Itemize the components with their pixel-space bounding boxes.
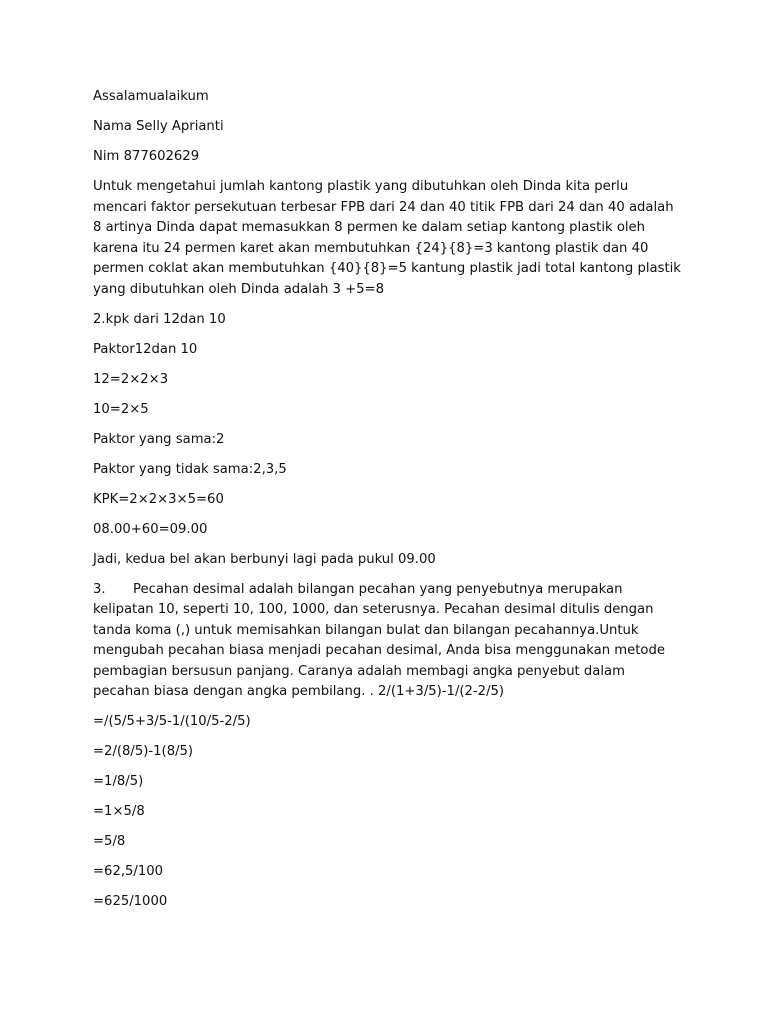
greeting: Assalamualaikum xyxy=(93,89,209,104)
paragraph-line: permen coklat akan membutuhkan {40}{8}=5 kantung plastik jadi total kantong plastik xyxy=(93,261,681,276)
paragraph-line: mencari faktor persekutuan terbesar FPB dari 24 dan 40 titik FPB dari 24 dan 40 adalah xyxy=(93,199,674,215)
paragraph-pecahan xyxy=(93,580,683,703)
paragraph-fpb xyxy=(93,177,683,300)
step-line: =/(5/5+3/5-1/(10/5-2/5) xyxy=(93,714,251,729)
paragraph-line: 8 artinya Dinda dapat memasukkan 8 permen ke dalam setiap kantong plastik oleh xyxy=(93,220,646,235)
kpk-line: 08.00+60=09.00 xyxy=(93,521,208,537)
kpk-heading: 2.kpk dari 12dan 10 xyxy=(93,311,226,327)
nim-line: Nim 877602629 xyxy=(93,149,200,164)
step-line: =2/(8/5)-1(8/5) xyxy=(93,744,194,759)
kpk-line: KPK=2×2×3×5=60 xyxy=(93,491,224,507)
paragraph-line: pecahan biasa dengan angka pembilang. . 2/(1+3/5)-1/(2-2/5) xyxy=(93,684,505,699)
step-line: =62,5/100 xyxy=(93,864,164,879)
step-line: =1×5/8 xyxy=(93,804,145,819)
step-line: =625/1000 xyxy=(93,894,168,909)
kpk-line: Paktor yang tidak sama:2,3,5 xyxy=(93,461,287,477)
kpk-line: 12=2×2×3 xyxy=(93,371,169,387)
paragraph-line: mengubah pecahan biasa menjadi pecahan desimal, Anda bisa menggunakan metode xyxy=(93,643,665,658)
document-page xyxy=(93,87,683,922)
paragraph-line-text: Pecahan desimal adalah bilangan pecahan yang penyebutnya merupakan xyxy=(133,581,623,597)
section-number: 3. xyxy=(93,581,106,597)
kpk-line: 10=2×5 xyxy=(93,401,149,417)
paragraph-line: kelipatan 10, seperti 10, 100, 1000, dan seterusnya. Pecahan desimal ditulis dengan xyxy=(93,602,654,617)
step-line: =5/8 xyxy=(93,834,126,849)
paragraph-line: karena itu 24 permen karet akan membutuhkan {24}{8}=3 kantong plastik dan 40 xyxy=(93,240,649,256)
paragraph-line: tanda koma (,) untuk memisahkan bilangan bulat dan bilangan pecahannya.Untuk xyxy=(93,622,639,638)
paragraph-line xyxy=(93,580,683,601)
kpk-line: Paktor yang sama:2 xyxy=(93,431,225,447)
paragraph-line: yang dibutuhkan oleh Dinda adalah 3 +5=8 xyxy=(93,281,385,297)
step-line: =1/8/5) xyxy=(93,774,144,789)
paragraph-line: Untuk mengetahui jumlah kantong plastik yang dibutuhkan oleh Dinda kita perlu xyxy=(93,179,629,194)
kpk-line: Paktor12dan 10 xyxy=(93,341,198,357)
paragraph-line: pembagian bersusun panjang. Caranya adalah membagi angka penyebut dalam xyxy=(93,663,625,679)
name-line: Nama Selly Aprianti xyxy=(93,119,224,134)
kpk-conclusion: Jadi, kedua bel akan berbunyi lagi pada pukul 09.00 xyxy=(93,551,436,567)
